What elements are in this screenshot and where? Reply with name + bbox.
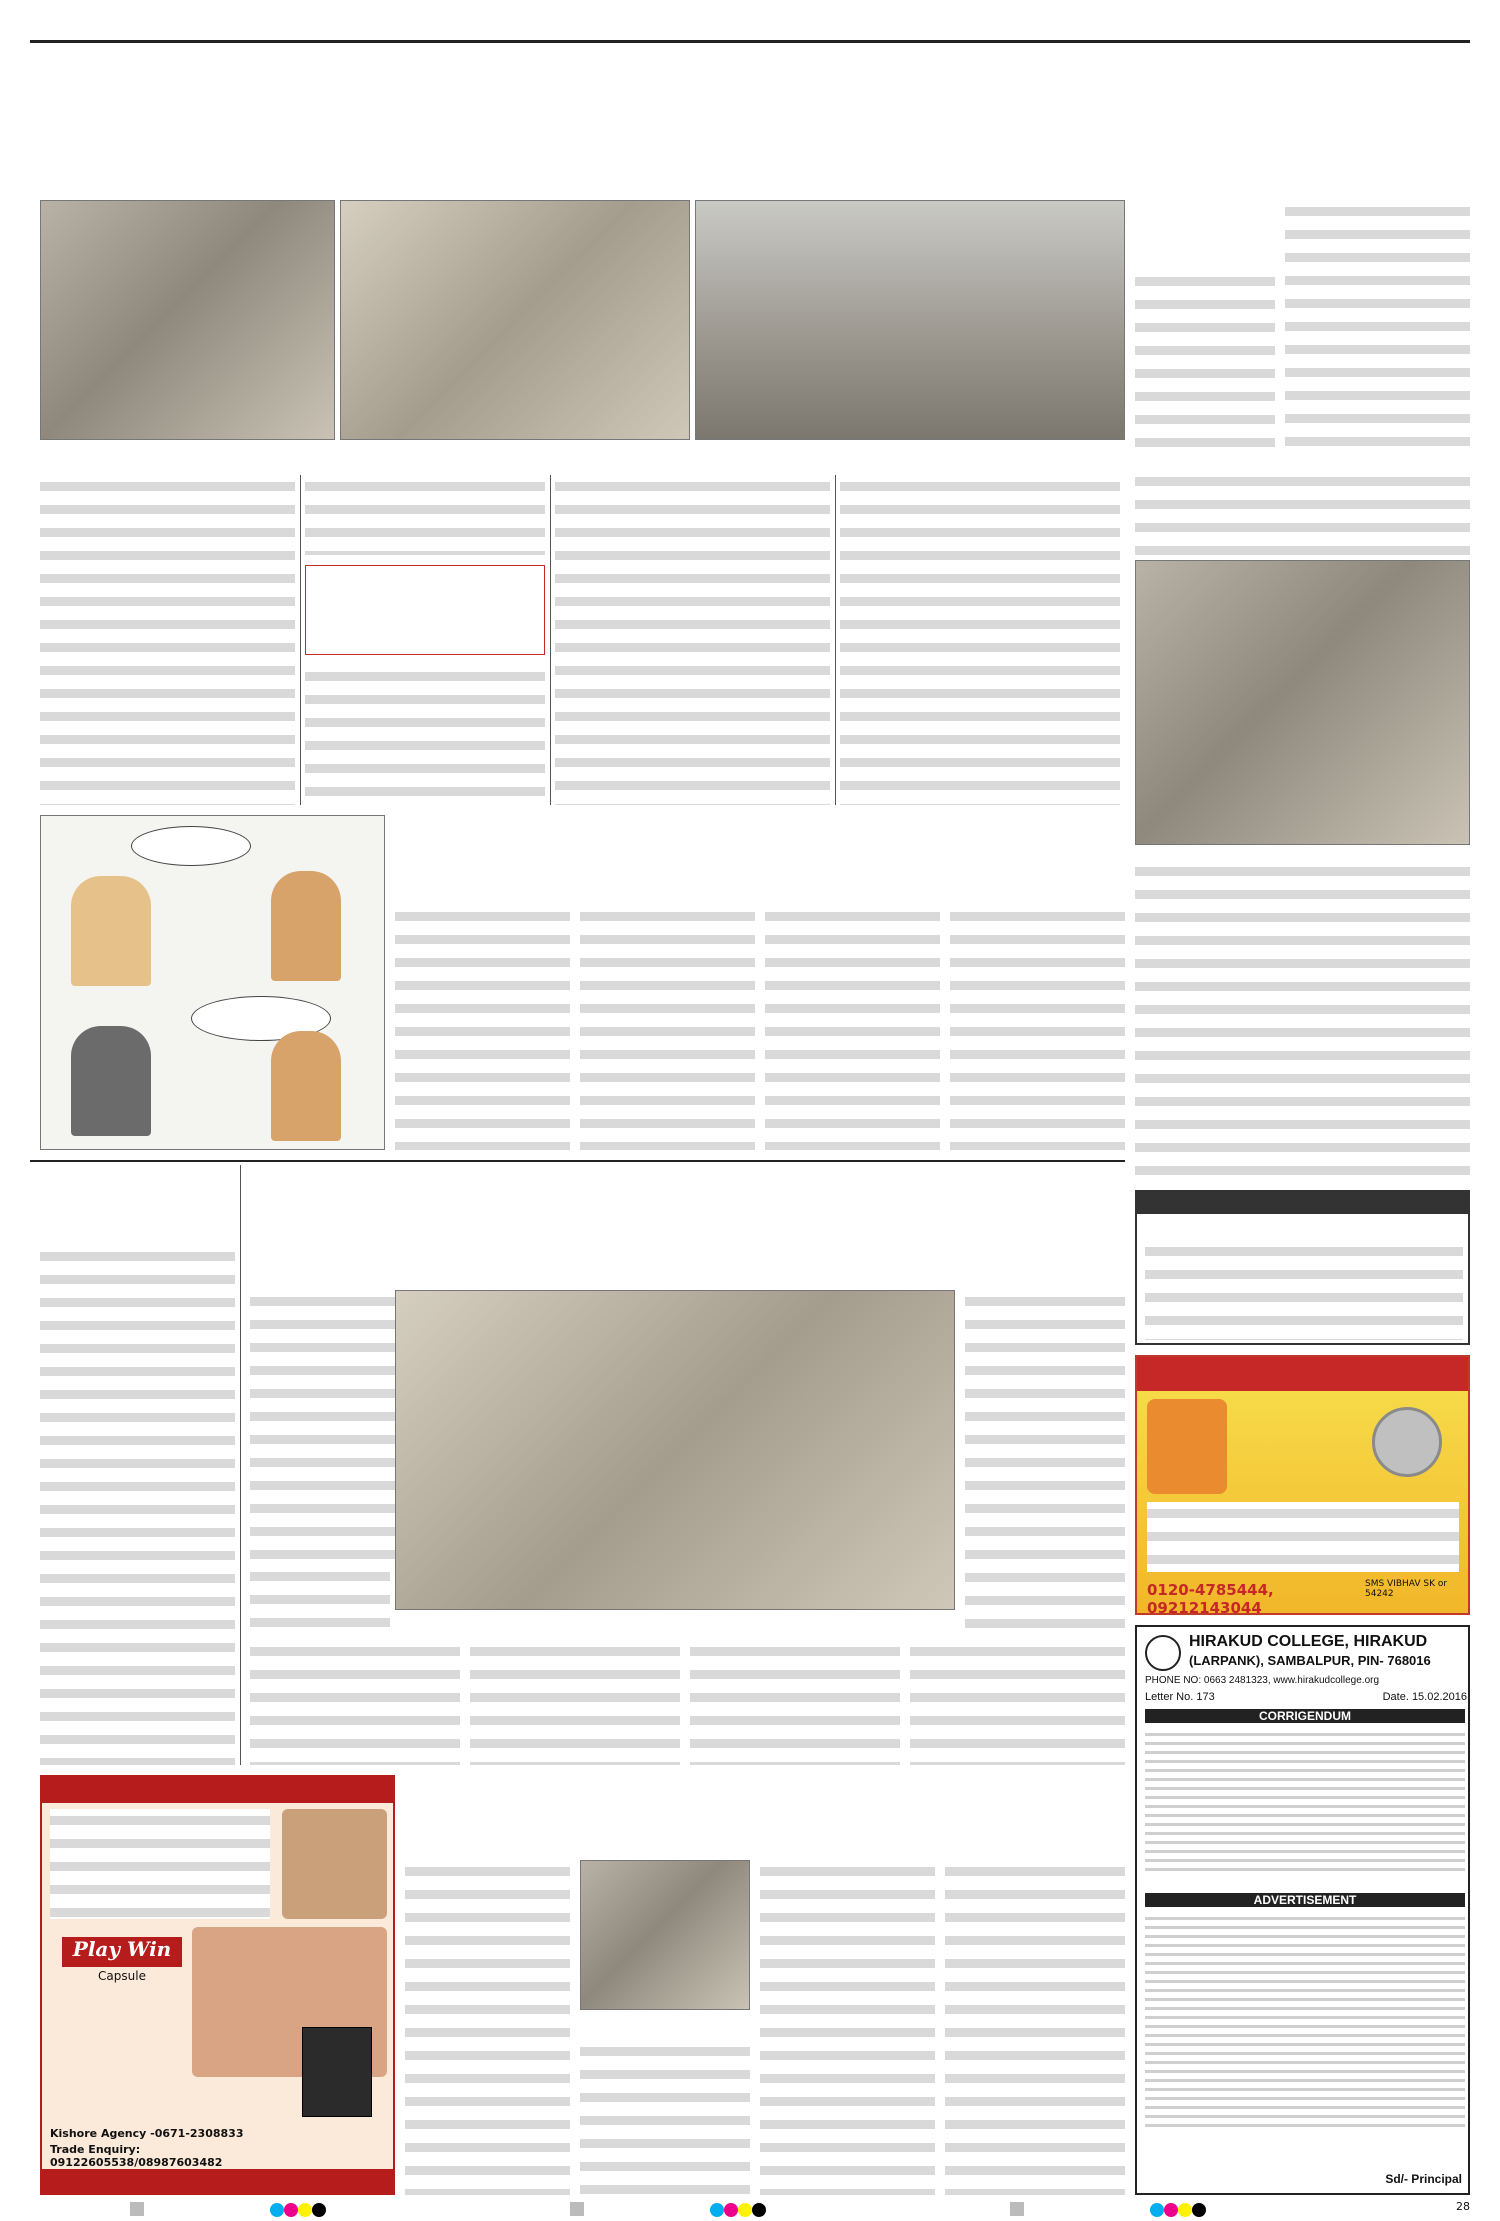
- section-rule: [30, 1160, 1125, 1162]
- heat-headline-box: [40, 1170, 235, 1240]
- registration-dots: [270, 2202, 326, 2221]
- lead-body-col-1: [40, 475, 295, 805]
- rule: [835, 475, 836, 805]
- lead-body-col-3: [555, 475, 830, 805]
- cartoon: [40, 815, 385, 1150]
- college-signature: Sd/- Principal: [1385, 2172, 1462, 2186]
- rail-notice-subtitle: [1137, 1216, 1468, 1236]
- lead-kicker: [1135, 200, 1275, 260]
- footer-number: 28: [1456, 2200, 1470, 2213]
- college-title: HIRAKUD COLLEGE, HIRAKUD: [1189, 1633, 1428, 1650]
- rescue-bottom-2: [470, 1640, 680, 1765]
- polygraph-col-3: [760, 1860, 935, 2195]
- rescue-col-1b: [250, 1565, 390, 1635]
- rule: [240, 1165, 241, 1765]
- play-win-tagline: Capsule: [98, 1969, 146, 1983]
- photo-seized-items-1: [340, 200, 690, 440]
- play-win-distributor: Kishore Agency -0671-2308833: [50, 2127, 244, 2140]
- polygraph-col-2: [580, 2040, 750, 2195]
- lead-headline: [30, 48, 1125, 183]
- polygraph-col-1: [405, 1860, 570, 2195]
- rally-col-1: [395, 905, 570, 1150]
- speech-bubble: [131, 826, 251, 866]
- rail-notice-body: [1145, 1240, 1463, 1340]
- heat-body: [40, 1245, 235, 1765]
- play-win-ad: [40, 1775, 395, 2195]
- ad-bottom-banner: [42, 2169, 393, 2195]
- cartoon-figure: [271, 1031, 341, 1141]
- play-win-trade: Trade Enquiry: 09122605538/08987603482: [50, 2143, 223, 2169]
- sai-kavach-ad: [1135, 1355, 1470, 1615]
- advertisement-body: [1145, 1911, 1465, 2161]
- cartoon-figure: [71, 1026, 151, 1136]
- advertisement-heading: ADVERTISEMENT: [1145, 1893, 1465, 1907]
- sai-ad-sms: SMS VIBHAV SK or 54242: [1365, 1579, 1448, 1599]
- rescue-headline-box: [250, 1198, 1125, 1283]
- lead-body-col-2b: [305, 665, 545, 805]
- rally-headline-box: [395, 815, 1125, 900]
- college-logo: [1145, 1635, 1181, 1671]
- lead-right-text-3: [1135, 470, 1470, 555]
- college-phone-web: PHONE NO: 0663 2481323, www.hirakudcollege.org: [1145, 1675, 1380, 1686]
- rail-notice-title: [1137, 1192, 1468, 1214]
- rally-col-2: [580, 905, 755, 1150]
- rail-notice: [1135, 1190, 1470, 1345]
- photo-seized-items-2: [695, 200, 1125, 440]
- lead-highlight-box: [305, 565, 545, 655]
- photo-rescued-children: [395, 1290, 955, 1610]
- registration-dots: [710, 2202, 766, 2221]
- rescue-strap: [250, 1165, 1125, 1195]
- rescue-bottom-4: [910, 1640, 1125, 1765]
- college-date: Date. 15.02.2016: [1382, 1691, 1467, 1703]
- sai-ad-title: [1137, 1357, 1468, 1391]
- sai-ad-phone: 0120-4785444, 09212143044: [1147, 1581, 1274, 1617]
- lead-photo-caption: [40, 445, 1125, 467]
- registration-block: [1010, 2202, 1024, 2216]
- photo-protest: [1135, 560, 1470, 845]
- corrigendum-heading: CORRIGENDUM: [1145, 1709, 1465, 1723]
- masthead: [30, 8, 1470, 38]
- lead-right-text-2: [1285, 200, 1470, 460]
- registration-dots: [1150, 2202, 1206, 2221]
- rule: [300, 475, 301, 805]
- photo-officer: [40, 200, 335, 440]
- rally-col-3: [765, 905, 940, 1150]
- photo-accused: [580, 1860, 750, 2010]
- ad-top-text: [50, 1809, 270, 1919]
- cartoon-figure: [271, 871, 341, 981]
- masthead-rule: [30, 40, 1470, 43]
- lead-body-col-4: [840, 475, 1120, 805]
- capsule-box: [302, 2027, 372, 2117]
- protest-body: [1135, 860, 1470, 1180]
- rescue-col-1: [250, 1290, 410, 1560]
- college-notice: [1135, 1625, 1470, 2195]
- rescue-bottom-3: [690, 1640, 900, 1765]
- registration-block: [130, 2202, 144, 2216]
- college-letter-no: Letter No. 173: [1145, 1691, 1215, 1703]
- play-win-brand: Play Win: [62, 1937, 182, 1967]
- print-marks: [30, 2200, 1470, 2218]
- ad-top-banner: [42, 1777, 393, 1803]
- lead-right-text-1: [1135, 270, 1275, 460]
- rescue-col-4: [965, 1290, 1125, 1630]
- polygraph-photo-label: [580, 2012, 750, 2032]
- side-headline: [1135, 60, 1470, 190]
- kavach-pendant: [1372, 1407, 1442, 1477]
- rally-col-4: [950, 905, 1125, 1150]
- cartoon-figure: [71, 876, 151, 986]
- polygraph-headline-box: [405, 1775, 1125, 1850]
- polygraph-col-4: [945, 1860, 1125, 2195]
- ad-man-photo: [282, 1809, 387, 1919]
- rule: [550, 475, 551, 805]
- college-address: (LARPANK), SAMBALPUR, PIN- 768016: [1189, 1653, 1431, 1668]
- registration-block: [570, 2202, 584, 2216]
- corrigendum-body: [1145, 1727, 1465, 1887]
- sai-ad-body: [1147, 1502, 1459, 1572]
- lead-body-col-2: [305, 475, 545, 555]
- sai-portrait: [1147, 1399, 1227, 1494]
- rescue-photo-caption: [395, 1612, 955, 1632]
- rescue-bottom-1: [250, 1640, 460, 1765]
